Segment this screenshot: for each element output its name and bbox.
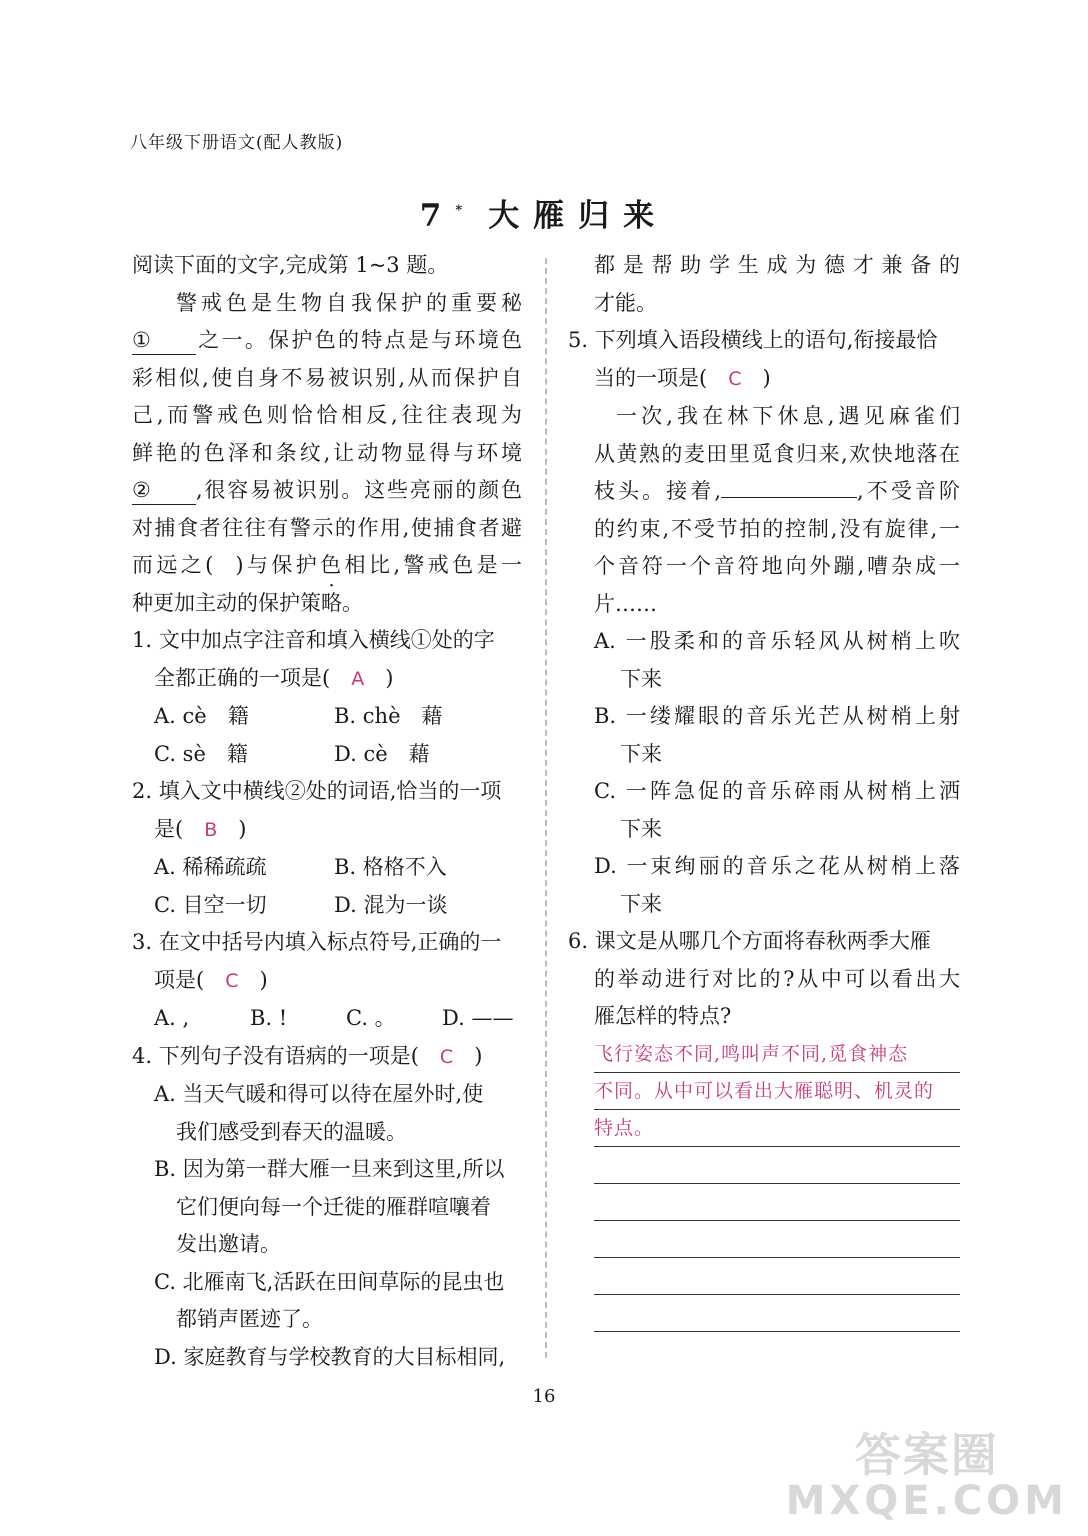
option-b: B. 格格不入 — [334, 855, 447, 879]
option-d: D. cè 藉 — [334, 741, 430, 766]
option-d: D. —— — [442, 1006, 514, 1030]
passage-line: 鲜艳的色泽和条纹,让动物显得与环境 — [132, 440, 522, 465]
question-1: 1. 文中加点字注音和填入横线①处的字 — [132, 628, 495, 652]
excerpt-line: 个音符一个音符地向外蹦,嘈杂成一 — [594, 554, 960, 578]
lesson-number: 7 — [419, 198, 456, 234]
option-d-cont: 下来 — [620, 891, 662, 916]
question-3-stem: 项是( C ) — [154, 967, 268, 992]
option-d-cont: 才能。 — [594, 290, 657, 315]
answer-line — [594, 1221, 960, 1258]
answer-line — [594, 1147, 960, 1184]
option-a: A. 当天气暖和得可以待在屋外时,使 — [154, 1082, 484, 1106]
option-b-cont: 发出邀请。 — [176, 1232, 281, 1256]
optional-star: * — [455, 203, 463, 218]
question-3-options — [132, 1000, 522, 1038]
option-c: C. sè 籍 — [154, 741, 248, 766]
option-d: D. 混为一谈 — [334, 892, 448, 917]
left-column — [132, 247, 522, 1376]
question-1-stem: 全都正确的一项是( A ) — [154, 665, 394, 690]
question-6: 6. 课文是从哪几个方面将春秋两季大雁 — [568, 929, 931, 953]
option-d: D. 家庭教育与学校教育的大目标相同, — [154, 1344, 506, 1369]
excerpt-line: 从黄熟的麦田里觅食归来,欢快地落在 — [594, 441, 960, 466]
excerpt-line: 片…… — [594, 591, 657, 616]
lesson-name: 大雁归来 — [488, 198, 669, 234]
question-2-stem: 是( B ) — [154, 816, 247, 841]
answer-line: 不同。从中可以看出大雁聪明、机灵的 — [594, 1073, 960, 1110]
passage-line: 警戒色是生物自我保护的重要秘 — [176, 290, 522, 315]
answer-line — [594, 1184, 960, 1221]
option-c-cont: 都销声匿迹了。 — [176, 1307, 323, 1331]
question-1-options — [132, 698, 522, 736]
option-a: A. 一股柔和的音乐轻风从树梢上吹 — [594, 629, 960, 653]
option-c: C. 。 — [346, 1006, 396, 1030]
question-4: 4. 下列句子没有语病的一项是( C ) — [132, 1043, 483, 1068]
blank-2: ② — [132, 476, 196, 505]
option-b: B. ! — [250, 1006, 288, 1030]
answer-line — [594, 1295, 960, 1332]
option-b: B. 因为第一群大雁一旦来到这里,所以 — [154, 1157, 505, 1181]
excerpt-line: 的约束,不受节拍的控制,没有旋律,一 — [594, 516, 960, 541]
dotted-char: 略 — [321, 590, 342, 615]
passage-line: ① 之一。保护色的特点是与环境色 — [132, 322, 522, 360]
reading-instruction: 阅读下面的文字,完成第 1~3 题。 — [132, 253, 449, 277]
question-1-options — [132, 736, 522, 774]
option-c: C. 一阵急促的音乐碎雨从树梢上洒 — [594, 779, 960, 803]
book-header: 八年级下册语文(配人教版) — [130, 133, 344, 153]
option-a: A. , — [154, 1006, 190, 1030]
question-6-cont: 雁怎样的特点? — [594, 1004, 732, 1028]
option-d: D. 一束绚丽的音乐之花从树梢上落 — [594, 854, 960, 878]
option-a-cont: 我们感受到春天的温暖。 — [176, 1119, 407, 1144]
answer-line: 飞行姿态不同,鸣叫声不同,觅食神态 — [594, 1036, 960, 1073]
passage-line: 己,而警戒色则恰恰相反,往往表现为 — [132, 403, 522, 427]
question-5-stem: 当的一项是( C ) — [594, 365, 771, 390]
option-c: C. 目空一切 — [154, 892, 267, 917]
passage-line: 对捕食者往往有警示的作用,使捕食者避 — [132, 515, 522, 540]
answer-line: 特点。 — [594, 1110, 960, 1147]
watermark-logo: 答案圈 MXQE.COM — [785, 1428, 1068, 1524]
answer-mark: B — [204, 818, 218, 841]
excerpt-line: 一次,我在林下休息,遇见麻雀们 — [616, 404, 960, 428]
question-2-options — [132, 849, 522, 887]
answer-lines — [594, 1036, 960, 1332]
option-a: A. 稀稀疏疏 — [154, 855, 267, 879]
option-c-cont: 下来 — [620, 816, 662, 841]
option-b: B. chè 藉 — [334, 704, 443, 728]
answer-mark: C — [728, 367, 742, 390]
blank-1: ① — [132, 326, 196, 355]
excerpt-line: 枝头。接着, ,不受音阶 — [594, 479, 960, 503]
passage-line: 彩相似,使自身不易被识别,从而保护自 — [132, 365, 522, 390]
question-6-cont: 的举动进行对比的?从中可以看出大 — [594, 966, 960, 991]
option-a-cont: 下来 — [620, 666, 662, 691]
answer-mark: C — [225, 969, 239, 992]
lesson-title — [0, 190, 1088, 235]
page-number: 16 — [532, 1386, 556, 1407]
question-5: 5. 下列填入语段横线上的语句,衔接最恰 — [568, 328, 938, 352]
question-2: 2. 填入文中横线②处的词语,恰当的一项 — [132, 779, 502, 803]
answer-mark: C — [439, 1045, 454, 1068]
excerpt-blank — [721, 497, 857, 498]
answer-mark: A — [351, 667, 365, 690]
option-b-cont: 它们便向每一个迁徙的雁群喧嚷着 — [176, 1194, 491, 1219]
column-divider — [545, 258, 547, 1358]
option-c: C. 北雁南飞,活跃在田间草际的昆虫也 — [154, 1269, 505, 1294]
question-3: 3. 在文中括号内填入标点符号,正确的一 — [132, 930, 502, 954]
passage-line: 而远之( )与保护色相比,警戒色是一 — [132, 553, 522, 577]
option-b-cont: 下来 — [620, 741, 662, 766]
answer-line — [594, 1258, 960, 1295]
option-a: A. cè 籍 — [154, 704, 249, 728]
option-d-cont: 都是帮助学生成为德才兼备的 — [594, 253, 960, 277]
passage-line: ② ,很容易被识别。这些亮丽的颜色 — [132, 472, 522, 510]
option-b: B. 一缕耀眼的音乐光芒从树梢上射 — [594, 704, 960, 728]
right-column — [568, 247, 960, 1332]
passage-line: 种更加主动的保护策略。 — [132, 590, 363, 615]
question-2-options — [132, 887, 522, 925]
